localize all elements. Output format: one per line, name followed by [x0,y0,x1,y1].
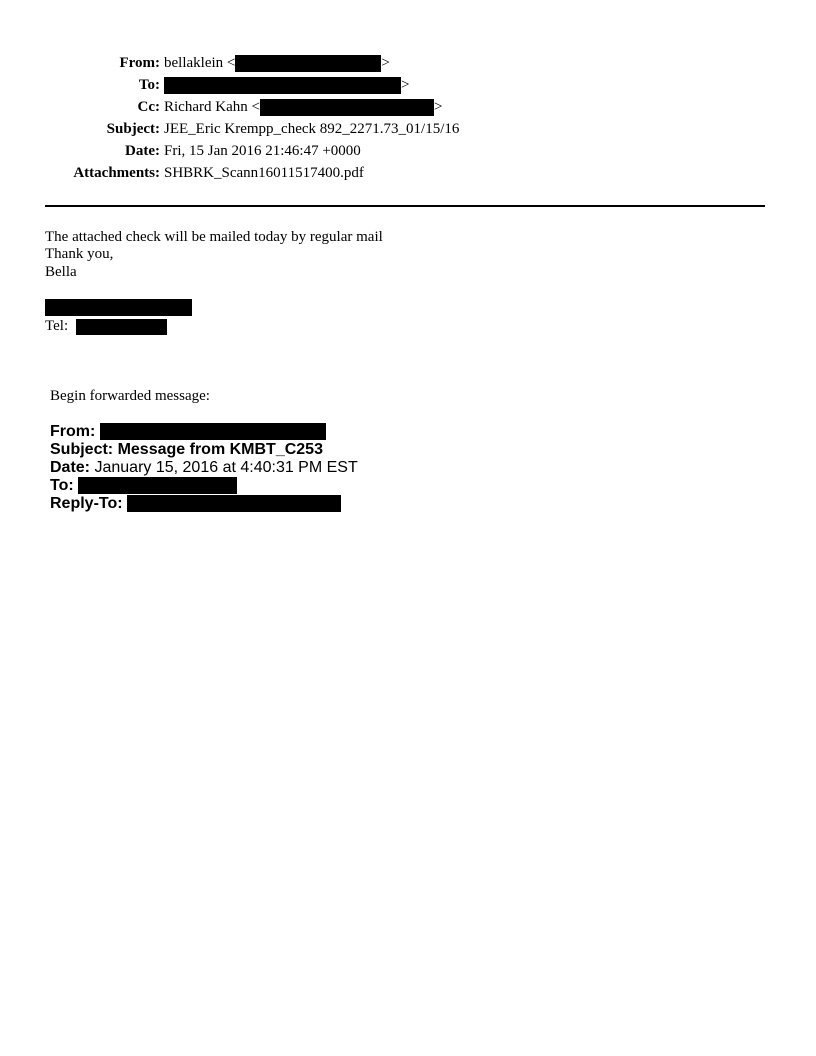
redaction-box [260,99,434,116]
fwd-from-row [50,423,326,441]
from-value [164,52,390,74]
header-attachments-row [0,162,816,184]
to-value [164,74,409,96]
forwarded-intro: Begin forwarded message: [50,388,210,404]
redaction-box [235,55,381,72]
cc-name: Richard Kahn < [164,99,260,115]
from-label: From: [119,55,160,71]
body-line: Thank you, [45,246,114,262]
header-to-row [0,74,816,96]
from-close: > [381,55,390,71]
fwd-date-label: Date: [50,459,91,476]
header-subject-row [0,118,816,140]
redaction-box [164,77,401,94]
subject-label: Subject: [106,121,160,137]
header-date-row [0,140,816,162]
fwd-reply-to-row [50,495,341,513]
subject-value: JEE_Eric Krempp_check 892_2271.73_01/15/16 [164,121,460,137]
cc-label: Cc: [137,99,160,115]
fwd-from-label: From: [50,423,96,440]
fwd-subject-label: Subject: [50,441,114,458]
body-line: The attached check will be mailed today by regular mail [45,229,383,245]
fwd-date-value: January 15, 2016 at 4:40:31 PM EST [94,459,358,476]
redaction-box [100,423,326,440]
fwd-to-label: To: [50,477,74,494]
header-cc-row [0,96,816,118]
to-label: To: [138,77,160,93]
fwd-reply-to-label: Reply-To: [50,495,123,512]
from-name: bellaklein < [164,55,236,71]
date-value: Fri, 15 Jan 2016 21:46:47 +0000 [164,143,361,159]
attachment-filename[interactable]: SHBRK_Scann16011517400.pdf [164,165,364,181]
redaction-box [78,477,237,494]
signature-redaction [45,299,192,316]
header-divider [45,205,765,207]
redaction-box [76,319,167,335]
header-from-row [0,52,816,74]
body-line: Bella [45,264,77,280]
redaction-box [127,495,341,512]
cc-close: > [433,99,443,115]
fwd-subject-row [50,441,323,459]
to-close: > [401,77,410,93]
fwd-to-row [50,477,237,495]
fwd-date-row [50,459,358,477]
attachments-label: Attachments: [73,165,160,181]
cc-value [164,96,442,118]
tel-label: Tel: [45,318,69,334]
fwd-subject-value: Message from KMBT_C253 [117,441,323,458]
tel-line [45,317,167,335]
date-label: Date: [125,143,160,159]
